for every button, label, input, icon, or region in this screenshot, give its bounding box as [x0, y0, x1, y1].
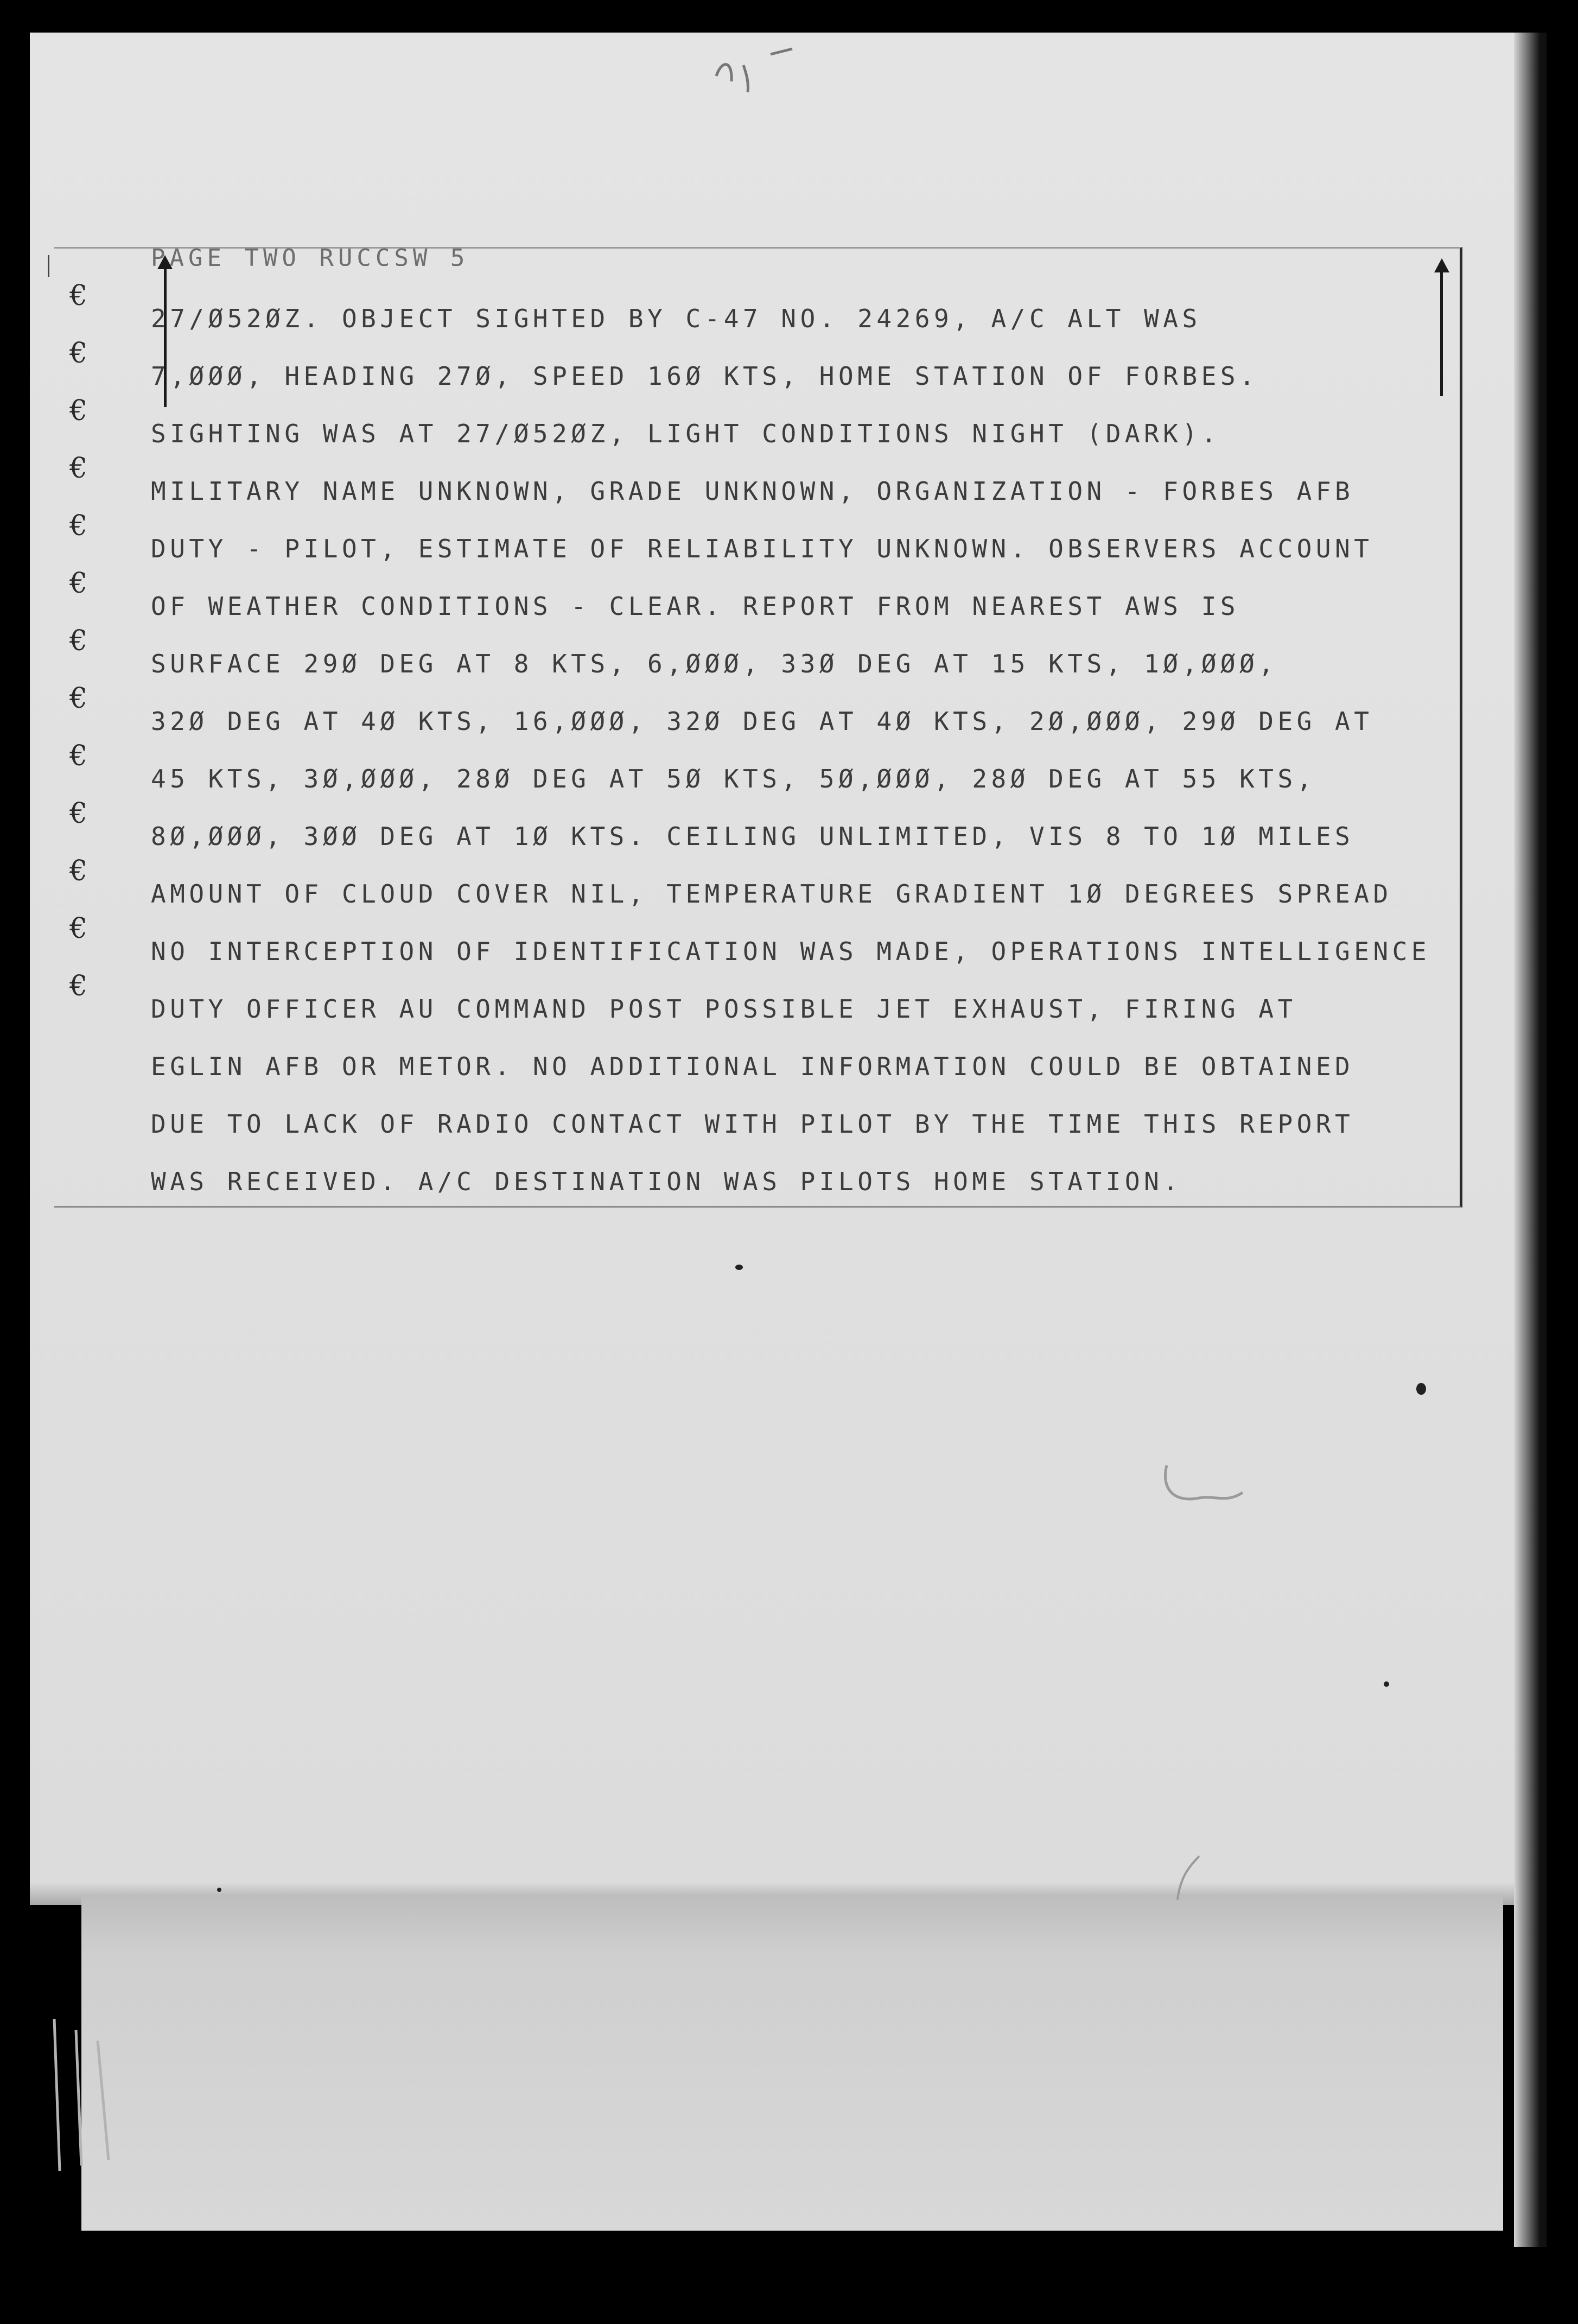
message-line: NO INTERCEPTION OF IDENTIFICATION WAS MADE, OPERATIONS INTELLIGENCE: [151, 937, 1431, 966]
sprocket-mark: €: [69, 855, 88, 887]
right-arrow-line: [1440, 266, 1443, 396]
message-body: [151, 301, 1430, 1222]
sprocket-marks: [69, 280, 91, 1027]
message-line: EGLIN AFB OR METOR. NO ADDITIONAL INFORMATION COULD BE OBTAINED: [151, 1052, 1354, 1081]
message-line: OF WEATHER CONDITIONS - CLEAR. REPORT FROM NEAREST AWS IS: [151, 592, 1240, 621]
sprocket-mark: €: [69, 625, 88, 657]
message-line: WAS RECEIVED. A/C DESTINATION WAS PILOTS HOME STATION.: [151, 1167, 1182, 1196]
sprocket-mark: €: [69, 395, 88, 427]
message-line: SURFACE 29Ø DEG AT 8 KTS, 6,ØØØ, 33Ø DEG AT 15 KTS, 1Ø,ØØØ,: [151, 649, 1278, 678]
top-handwritten-mark: [705, 43, 814, 103]
message-line: 45 KTS, 3Ø,ØØØ, 28Ø DEG AT 5Ø KTS, 5Ø,ØØØ, 28Ø DEG AT 55 KTS,: [151, 764, 1316, 793]
lower-backing-sheet: [81, 1894, 1503, 2231]
left-edge-tick: [48, 255, 49, 277]
message-line: DUTY OFFICER AU COMMAND POST POSSIBLE JET EXHAUST, FIRING AT: [151, 994, 1297, 1024]
page-header: PAGE TWO RUCCSW 5: [151, 244, 469, 266]
sprocket-mark: €: [69, 682, 88, 715]
sprocket-mark: €: [69, 337, 88, 370]
message-line: 32Ø DEG AT 4Ø KTS, 16,ØØØ, 32Ø DEG AT 4Ø KTS, 2Ø,ØØØ, 29Ø DEG AT: [151, 707, 1373, 736]
sprocket-mark: €: [69, 567, 88, 600]
message-line: 8Ø,ØØØ, 3ØØ DEG AT 1Ø KTS. CEILING UNLIMITED, VIS 8 TO 1Ø MILES: [151, 822, 1354, 851]
dust-speck: [217, 1888, 221, 1892]
dust-speck: [1416, 1383, 1426, 1395]
stray-mark: [1167, 1845, 1210, 1905]
stray-mark: [1156, 1455, 1254, 1514]
right-edge-shadow: [1514, 33, 1547, 2247]
message-line: SIGHTING WAS AT 27/Ø52ØZ, LIGHT CONDITIONS NIGHT (DARK).: [151, 419, 1220, 448]
message-line: DUE TO LACK OF RADIO CONTACT WITH PILOT BY THE TIME THIS REPORT: [151, 1109, 1354, 1139]
sprocket-mark: €: [69, 740, 88, 772]
message-line: MILITARY NAME UNKNOWN, GRADE UNKNOWN, ORGANIZATION - FORBES AFB: [151, 477, 1354, 506]
message-line: AMOUNT OF CLOUD COVER NIL, TEMPERATURE GRADIENT 1Ø DEGREES SPREAD: [151, 879, 1392, 909]
stray-mark: [43, 2008, 130, 2182]
sprocket-mark: €: [69, 280, 88, 312]
message-line: 27/Ø52ØZ. OBJECT SIGHTED BY C-47 NO. 24269, A/C ALT WAS: [151, 304, 1201, 333]
sprocket-mark: €: [69, 912, 88, 945]
dust-speck: [735, 1265, 743, 1270]
sprocket-mark: €: [69, 797, 88, 830]
right-arrow-up-icon: [1434, 258, 1449, 272]
dust-speck: [1384, 1681, 1389, 1687]
message-line: 7,ØØØ, HEADING 27Ø, SPEED 16Ø KTS, HOME STATION OF FORBES.: [151, 361, 1259, 391]
sprocket-mark: €: [69, 510, 88, 542]
sprocket-mark: €: [69, 452, 88, 485]
message-line: DUTY - PILOT, ESTIMATE OF RELIABILITY UNKNOWN. OBSERVERS ACCOUNT: [151, 534, 1373, 563]
sprocket-mark: €: [69, 970, 88, 1002]
